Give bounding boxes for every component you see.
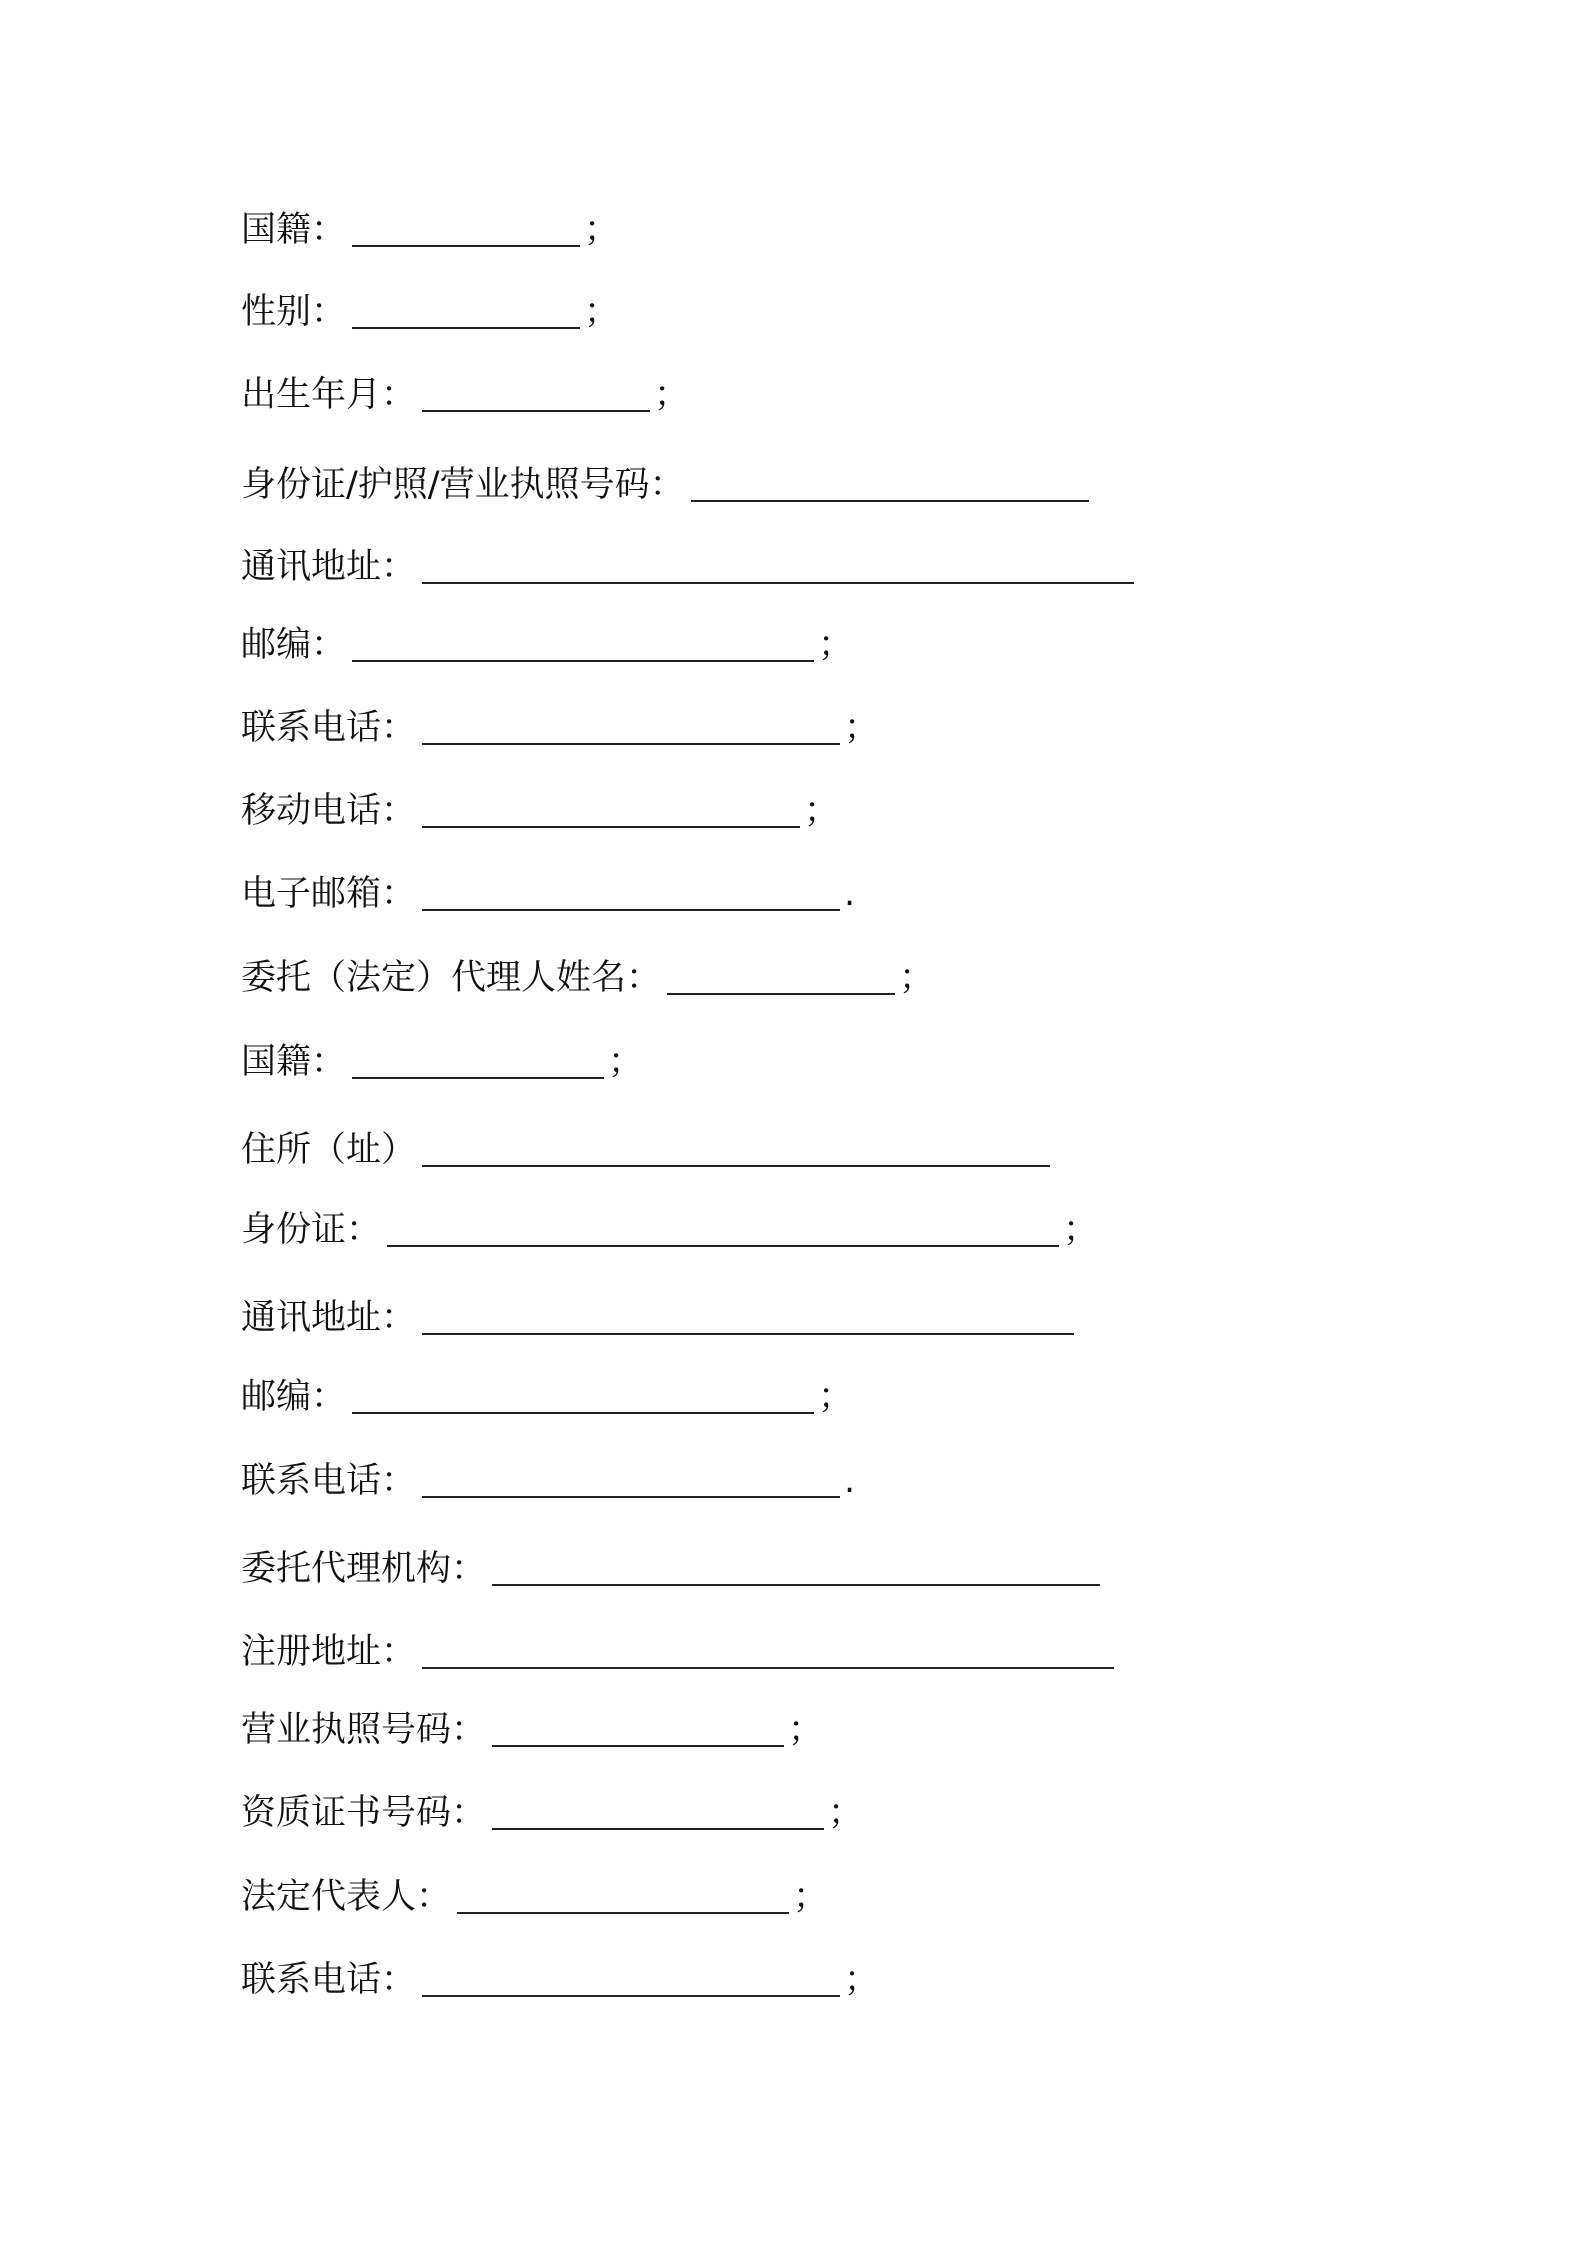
field-row-agency [241,1544,1104,1594]
field-terminator: ； [818,625,854,665]
fill-in-blank[interactable] [352,1376,814,1414]
fill-in-blank[interactable] [422,1631,1114,1669]
field-row-gender [241,287,619,337]
field-terminator: ； [804,791,840,831]
field-label: 国籍： [241,210,347,250]
field-label: 联系电话： [241,1461,417,1501]
field-label: 通讯地址： [241,547,417,587]
field-label: 注册地址： [241,1632,417,1672]
field-terminator: ； [788,1710,824,1750]
field-label: 身份证： [241,1210,382,1250]
field-row-agent-phone [241,1456,855,1506]
field-label: 性别： [241,292,347,332]
field-row-birth-date [241,370,689,420]
field-terminator: ； [818,1377,854,1417]
fill-in-blank[interactable] [352,209,580,247]
fill-in-blank[interactable] [422,1959,840,1997]
field-row-id-number [241,460,1093,510]
field-label: 委托代理机构： [241,1549,487,1589]
fill-in-blank[interactable] [457,1876,789,1914]
field-terminator: ； [844,708,880,748]
field-terminator: . [844,874,856,914]
field-row-mobile [241,786,839,836]
fill-in-blank[interactable] [387,1209,1059,1247]
field-terminator: ； [828,1793,864,1833]
field-terminator: ； [1063,1210,1099,1250]
fill-in-blank[interactable] [422,1129,1050,1167]
field-label: 联系电话： [241,708,417,748]
field-label: 营业执照号码： [241,1710,487,1750]
fill-in-blank[interactable] [492,1792,824,1830]
field-row-phone [241,703,879,753]
fill-in-blank[interactable] [422,546,1134,584]
field-label: 通讯地址： [241,1298,417,1338]
fill-in-blank[interactable] [691,464,1089,502]
fill-in-blank[interactable] [492,1709,784,1747]
field-label: 资质证书号码： [241,1793,487,1833]
field-terminator: ； [654,375,690,415]
field-row-agent-nationality [241,1037,643,1087]
fill-in-blank[interactable] [422,1460,840,1498]
field-row-agent-id [241,1205,1098,1255]
field-row-email [241,869,855,919]
field-row-business-license [241,1705,823,1755]
field-label: 国籍： [241,1042,347,1082]
field-label: 电子邮箱： [241,874,417,914]
field-row-postcode [241,620,853,670]
fill-in-blank[interactable] [352,291,580,329]
field-row-agent-residence [241,1125,1054,1175]
fill-in-blank[interactable] [422,790,800,828]
field-label: 身份证/护照/营业执照号码： [241,465,685,505]
field-label: 移动电话： [241,791,417,831]
field-label: 住所（址） [241,1130,417,1170]
fill-in-blank[interactable] [352,1041,604,1079]
field-row-qualification-certificate [241,1788,863,1838]
field-terminator: ； [844,1960,880,2000]
field-label: 出生年月： [241,375,417,415]
field-terminator: ； [584,210,620,250]
fill-in-blank[interactable] [667,957,895,995]
field-row-agent-mailing-address [241,1293,1078,1343]
fill-in-blank[interactable] [422,1297,1074,1335]
field-label: 法定代表人： [241,1877,452,1917]
field-row-agent-name [241,953,934,1003]
field-terminator: ； [608,1042,644,1082]
field-row-nationality [241,205,619,255]
field-terminator: . [844,1461,856,1501]
field-row-legal-representative [241,1872,828,1922]
field-terminator: ； [584,292,620,332]
fill-in-blank[interactable] [422,873,840,911]
fill-in-blank[interactable] [352,624,814,662]
field-row-agent-postcode [241,1372,853,1422]
fill-in-blank[interactable] [492,1548,1100,1586]
field-terminator: ； [899,958,935,998]
field-terminator: ； [793,1877,829,1917]
fill-in-blank[interactable] [422,374,650,412]
field-label: 联系电话： [241,1960,417,2000]
field-label: 邮编： [241,625,347,665]
field-row-mailing-address [241,542,1138,592]
field-label: 邮编： [241,1377,347,1417]
fill-in-blank[interactable] [422,707,840,745]
field-label: 委托（法定）代理人姓名： [241,958,662,998]
field-row-agency-phone [241,1955,879,2005]
field-row-registered-address [241,1627,1118,1677]
